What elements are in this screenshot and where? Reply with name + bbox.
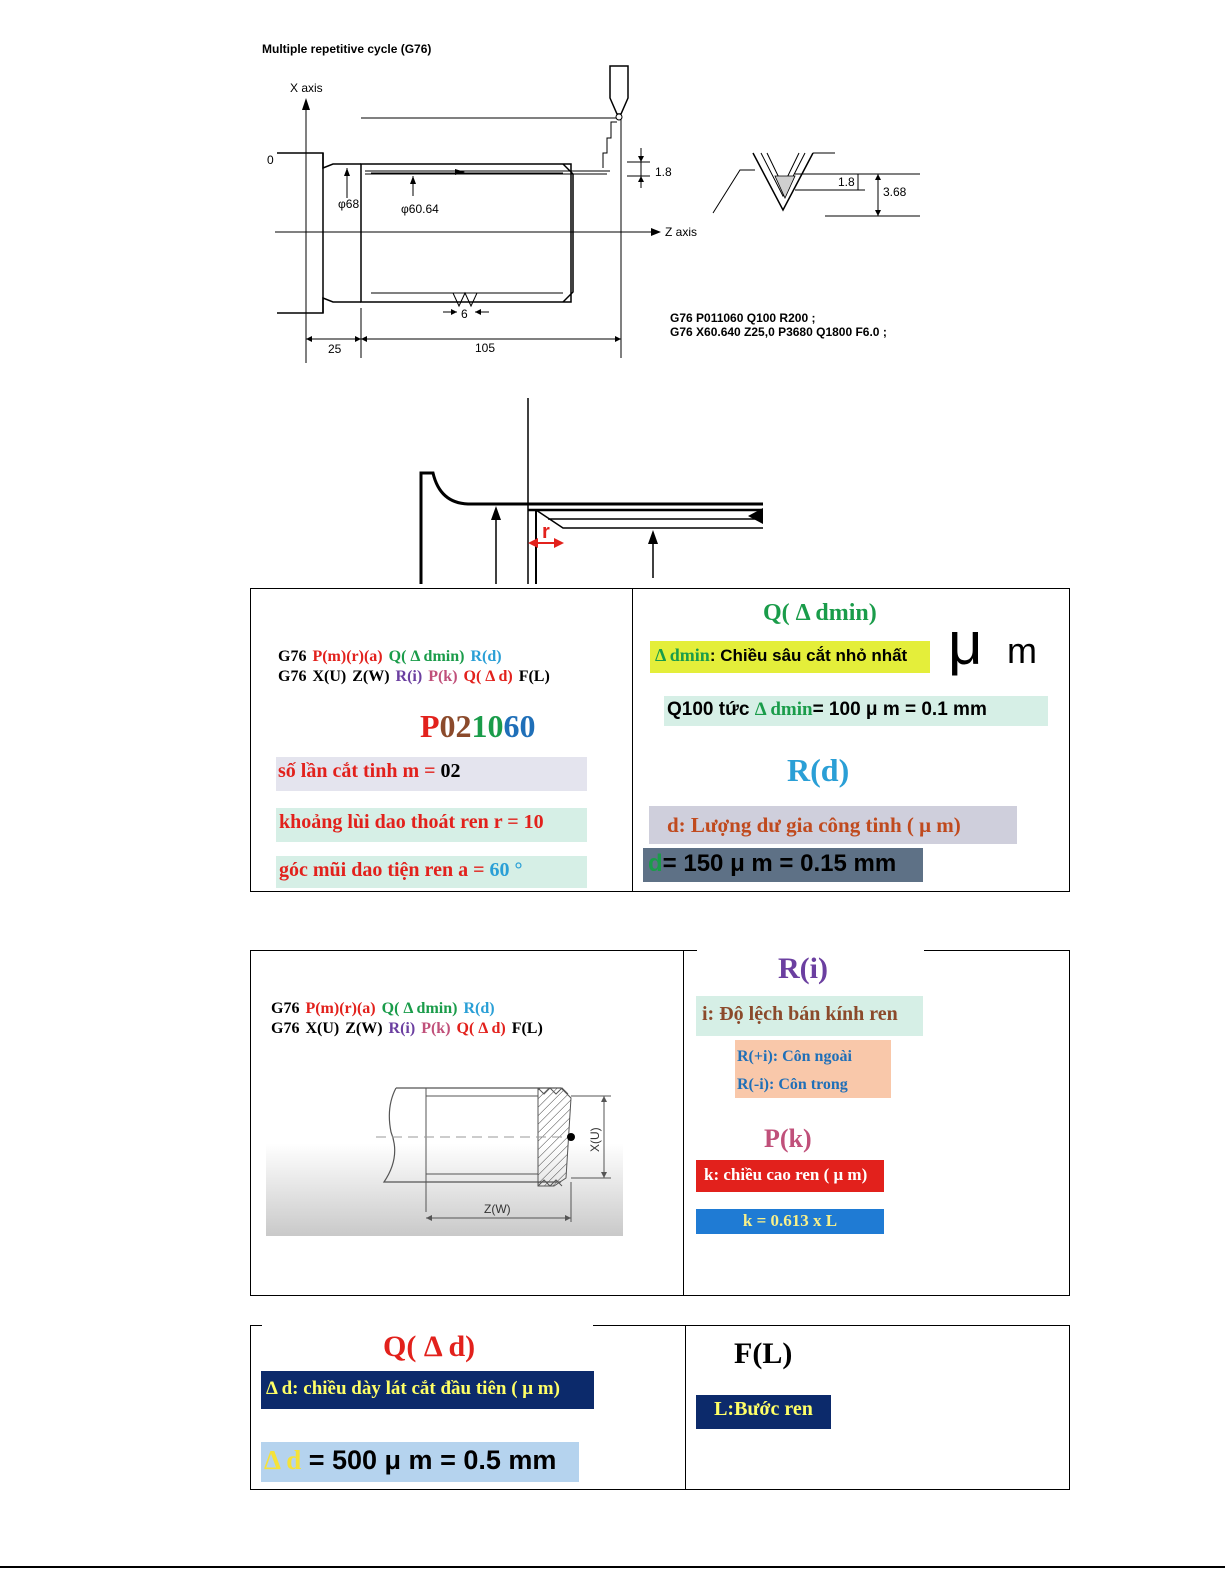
p-m-digits: 02 (439, 708, 472, 744)
syntax-q: Q( Δ dmin) (381, 1000, 458, 1017)
p-k-title: P(k) (764, 1124, 812, 1153)
dd-desc-highlight: Δ d: chiều dày lát cắt đầu tiên ( μ m) (261, 1371, 594, 1409)
code-line-2: G76 X60.640 Z25,0 P3680 Q1800 F6.0 ; (670, 325, 887, 339)
g76-diagram (255, 58, 935, 368)
syntax-line-2 (278, 668, 556, 686)
syntax-p: P(m)(r)(a) (305, 1000, 376, 1017)
x-axis-label: X axis (290, 81, 323, 95)
p-code-display (420, 708, 536, 745)
zw-label: Z(W) (484, 1202, 511, 1216)
cutting-tool (610, 66, 628, 114)
syntax-ri: R(i) (388, 1020, 416, 1037)
q100-dmin: Δ dmin (754, 699, 813, 720)
syntax-line-2-b (271, 1020, 549, 1038)
p-a-digits: 60 (503, 708, 536, 744)
syntax-zw: Z(W) (345, 1020, 383, 1037)
i-desc-highlight: i: Độ lệch bán kính ren (696, 996, 923, 1036)
x-axis-arrow (302, 98, 310, 110)
xu-label: X(U) (588, 1127, 602, 1152)
l-desc-highlight: L:Bước ren (696, 1395, 831, 1429)
r-text: khoảng lùi dao thoát ren r = 10 (279, 811, 544, 833)
retract-diagram (418, 398, 768, 588)
code-line-1: G76 P011060 Q100 R200 ; (670, 311, 816, 325)
syntax-pk: P(k) (421, 1020, 451, 1037)
a-highlight (276, 856, 587, 888)
dim-105-label: 105 (475, 341, 496, 355)
syntax-q: Q( Δ dmin) (388, 648, 465, 665)
syntax-r: R(d) (470, 648, 502, 665)
q100-label: Q100 tức (667, 699, 755, 720)
a-value: 60 ° (489, 859, 523, 881)
dim-1-8-profile: 1.8 (838, 175, 855, 189)
a-label: góc mũi dao tiện ren a = (279, 859, 490, 881)
dd-value-symbol: Δ d (264, 1445, 302, 1475)
syntax-g76: G76 (278, 648, 307, 665)
z-axis-arrow (651, 228, 661, 236)
phi6064-label: φ60.64 (401, 202, 439, 216)
d-value-text: = 150 μ m = 0.15 mm (662, 850, 897, 877)
d-value-highlight (643, 848, 923, 882)
chuck-outline-bottom (277, 298, 361, 313)
thread-part (361, 164, 571, 302)
z-axis-label: Z axis (665, 225, 698, 239)
syntax-qd: Q( Δ d) (456, 1020, 506, 1037)
q-d-title: Q( Δ d) (383, 1330, 476, 1363)
panel-2-divider (683, 950, 684, 1296)
syntax-r: R(d) (463, 1000, 495, 1017)
syntax-line-1 (278, 648, 508, 666)
origin-label: 0 (267, 153, 274, 167)
m-label: số lần cắt tinh m = (278, 760, 441, 782)
q100-highlight (664, 696, 1048, 726)
dim-6-label: 6 (461, 307, 468, 321)
dim-25-label: 25 (328, 342, 342, 356)
q100-value: = 100 μ m = 0.1 mm (812, 699, 987, 720)
m-unit: m (1007, 630, 1037, 671)
r-i-title: R(i) (778, 952, 828, 985)
panel-1-divider (632, 588, 633, 892)
dmin-highlight (650, 641, 930, 673)
dmin-desc: : Chiều sâu cắt nhỏ nhất (709, 646, 908, 665)
syntax-qd: Q( Δ d) (463, 668, 513, 685)
r-highlight (276, 808, 587, 842)
syntax-pk: P(k) (428, 668, 458, 685)
ri-plus: R(+i): Côn ngoài (737, 1048, 852, 1065)
syntax-xu: X(U) (312, 668, 347, 685)
syntax-g76: G76 (271, 1020, 300, 1037)
page-bottom-rule (0, 1566, 1225, 1568)
chuck-outline-top (277, 153, 361, 168)
k-desc-highlight: k: chiều cao ren ( μ m) (696, 1160, 884, 1192)
syntax-fl: F(L) (518, 668, 550, 685)
d-value-d: d (648, 850, 663, 877)
dim-1-8-label: 1.8 (655, 165, 672, 179)
syntax-fl: F(L) (511, 1020, 543, 1037)
syntax-zw: Z(W) (352, 668, 390, 685)
q-dmin-title: Q( Δ dmin) (763, 600, 877, 626)
p-r-digits: 10 (471, 708, 504, 744)
f-l-title: F(L) (734, 1337, 793, 1370)
figure-1-title: Multiple repetitive cycle (G76) (262, 42, 432, 56)
syntax-line-1-b (271, 1000, 501, 1018)
d-desc-highlight: d: Lượng dư gia công tinh ( μ m) (649, 806, 1017, 844)
r-d-title: R(d) (787, 752, 850, 788)
r-label: r (542, 521, 550, 543)
ri-highlight (735, 1040, 891, 1098)
syntax-g76: G76 (271, 1000, 300, 1017)
ri-minus: R(-i): Côn trong (737, 1076, 848, 1093)
phi68-label: φ68 (338, 197, 360, 211)
m-value: 02 (440, 760, 461, 782)
syntax-xu: X(U) (305, 1020, 340, 1037)
k-formula-highlight: k = 0.613 x L (696, 1209, 884, 1234)
panel-1 (250, 588, 1070, 892)
dmin-symbol: Δ dmin (655, 645, 710, 665)
dim-3-68-label: 3.68 (883, 185, 907, 199)
dd-value-highlight (261, 1442, 579, 1482)
panel-3-divider (685, 1325, 686, 1490)
taper-thread-diagram (266, 1082, 623, 1236)
syntax-ri: R(i) (395, 668, 423, 685)
syntax-p: P(m)(r)(a) (312, 648, 383, 665)
mu-symbol: μ (948, 610, 983, 677)
m-highlight (276, 757, 587, 791)
p-letter: P (420, 708, 440, 744)
syntax-g76: G76 (278, 668, 307, 685)
dd-value-text: = 500 μ m = 0.5 mm (301, 1445, 557, 1475)
